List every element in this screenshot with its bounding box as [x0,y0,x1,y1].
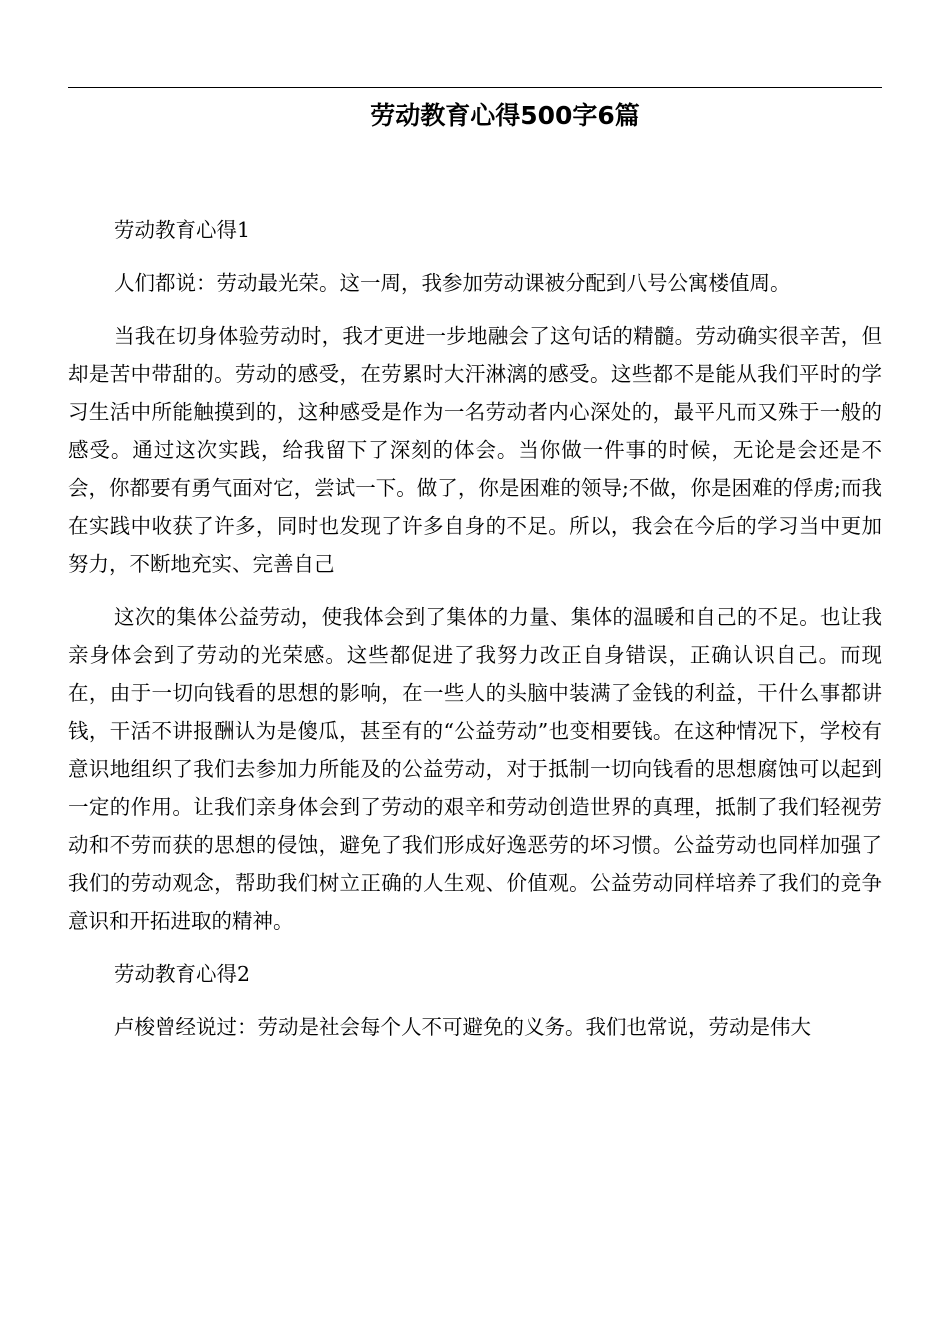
section-heading: 劳动教育心得1 [114,218,251,242]
paragraph: 当我在切身体验劳动时，我才更进一步地融会了这句话的精髓。劳动确实很辛苦，但却是苦中带甜的。劳动的感受，在劳累时大汗淋漓的感受。这些都不是能从我们平时的学习生活中所能触摸到的，这种感受是作为一名劳动者内心深处的，最平凡而又殊于一般的感受。通过这次实践，给我留下了深刻的体会。当你做一件事的时候，无论是会还是不会，你都要有勇气面对它，尝试一下。做了，你是困难的领导;不做，你是困难的俘虏;而我在实践中收获了许多，同时也发现了许多自身的不足。所以，我会在今后的学习当中更加努力，不断地充实、完善自己 [68,324,882,576]
section-heading: 劳动教育心得2 [114,962,251,986]
paragraph: 这次的集体公益劳动，使我体会到了集体的力量、集体的温暖和自己的不足。也让我亲身体会到了劳动的光荣感。这些都促进了我努力改正自身错误，正确认识自己。而现在，由于一切向钱看的思想的影响，在一些人的头脑中装满了金钱的利益，干什么事都讲钱，干活不讲报酬认为是傻瓜，甚至有的“公益劳动”也变相要钱。在这种情况下，学校有意识地组织了我们去参加力所能及的公益劳动，对于抵制一切向钱看的思想腐蚀可以起到一定的作用。让我们亲身体会到了劳动的艰辛和劳动创造世界的真理，抵制了我们轻视劳动和不劳而获的思想的侵蚀，避免了我们形成好逸恶劳的坏习惯。公益劳动也同样加强了我们的劳动观念，帮助我们树立正确的人生观、价值观。公益劳动同样培养了我们的竞争意识和开拓进取的精神。 [68,605,882,933]
top-divider-line [68,87,882,88]
document-body [68,211,882,1061]
paragraph: 人们都说：劳动最光荣。这一周，我参加劳动课被分配到八号公寓楼值周。 [114,271,791,295]
paragraph: 卢梭曾经说过：劳动是社会每个人不可避免的义务。我们也常说，劳动是伟大 [114,1015,811,1039]
document-title: 劳动教育心得500字6篇 [370,101,640,130]
